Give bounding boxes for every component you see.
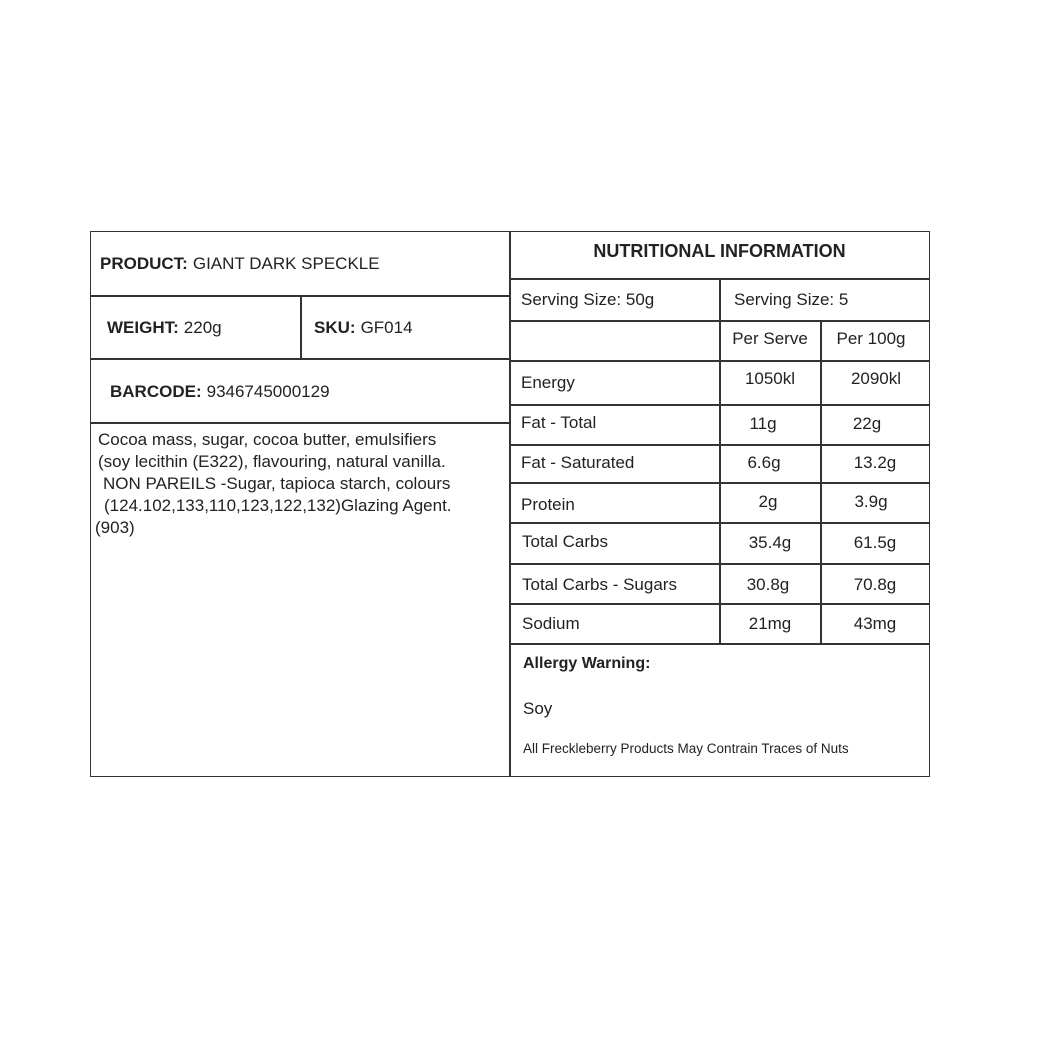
sku-field: [314, 319, 413, 336]
servings: Serving Size: 5: [734, 290, 849, 309]
per-100g-value: 3.9g: [854, 492, 888, 511]
per-100g-value: 61.5g: [853, 533, 897, 552]
per-100g-value: 43mg: [853, 614, 897, 633]
allergy-title: Allergy Warning:: [523, 655, 651, 672]
divider: [820, 320, 822, 644]
ingredients-line: NON PAREILS -Sugar, tapioca starch, colours: [103, 474, 451, 493]
product-label: PRODUCT:: [100, 254, 188, 273]
per-100g-value: 13.2g: [853, 453, 897, 472]
nutrient-name: Fat - Saturated: [521, 453, 635, 472]
col-header-per-serve: Per Serve: [732, 329, 808, 348]
sku-label: SKU:: [314, 318, 356, 337]
ingredients-line: (124.102,133,110,123,122,132)Glazing Agent.: [104, 496, 452, 515]
serving-size: Serving Size: 50g: [521, 290, 655, 309]
per-serve-value: 11g: [749, 414, 777, 433]
nutrient-name: Sodium: [522, 614, 580, 633]
barcode-label: BARCODE:: [110, 382, 202, 401]
per-serve-value: 30.8g: [746, 575, 790, 594]
barcode-value: 9346745000129: [206, 382, 330, 401]
per-100g-value: 70.8g: [853, 575, 897, 594]
divider: [300, 295, 302, 359]
ingredients-text: [95, 429, 510, 539]
ingredients-line: (903): [95, 518, 135, 537]
product-field: [100, 255, 380, 272]
per-serve-value: 21mg: [748, 614, 792, 633]
per-serve-value: 6.6g: [747, 453, 781, 472]
per-serve-value: 1050kl: [744, 369, 796, 388]
nutrient-name: Fat - Total: [521, 413, 597, 432]
per-100g-value: 2090kl: [850, 369, 902, 388]
nutrient-name: Energy: [521, 373, 575, 392]
weight-value: 220g: [183, 318, 222, 337]
per-serve-value: 35.4g: [748, 533, 792, 552]
per-serve-value: 2g: [758, 492, 778, 511]
allergy-value: Soy: [523, 699, 553, 718]
sku-value: GF014: [360, 318, 413, 337]
allergy-note: All Freckleberry Products May Contrain Traces of Nuts: [523, 741, 849, 756]
nutrient-name: Total Carbs - Sugars: [522, 575, 677, 594]
divider: [90, 422, 510, 424]
nutrient-name: Protein: [521, 495, 575, 514]
ingredients-line: (soy lecithin (E322), flavouring, natural vanilla.: [98, 452, 446, 471]
weight-field: [107, 319, 222, 336]
nutrition-title: NUTRITIONAL INFORMATION: [593, 241, 846, 261]
per-100g-value: 22g: [852, 414, 882, 433]
ingredients-line: Cocoa mass, sugar, cocoa butter, emulsifiers: [98, 430, 437, 449]
product-value: GIANT DARK SPECKLE: [192, 254, 380, 273]
nutrient-name: Total Carbs: [522, 532, 608, 551]
barcode-field: [110, 383, 330, 400]
weight-label: WEIGHT:: [107, 318, 179, 337]
col-header-per-100g: Per 100g: [836, 329, 906, 348]
